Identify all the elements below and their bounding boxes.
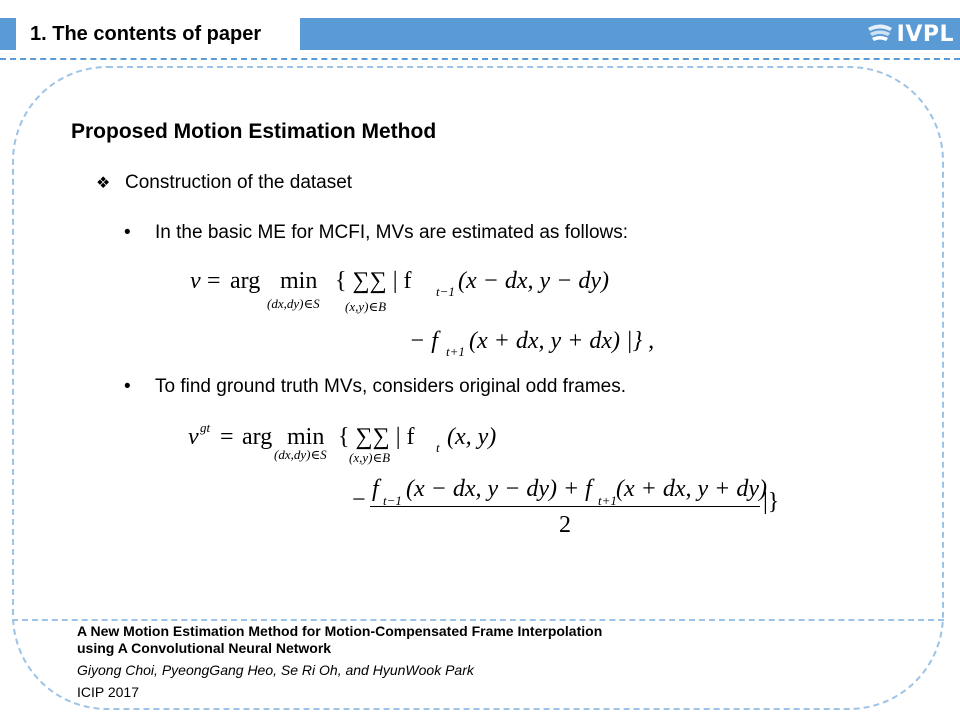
bullet-level1 <box>96 172 352 194</box>
eq2-fraction-bar <box>370 506 760 507</box>
bullet-level2-text: In the basic ME for MCFI, MVs are estimated as follows: <box>155 222 629 243</box>
eq1-line2-args: (x + dx, y + dx) |} , <box>469 328 655 354</box>
eq1-min-subscript: (dx,dy)∈S <box>267 296 320 311</box>
paper-title-line1: A New Motion Estimation Method for Motion-Compensated Frame Interpolation <box>77 623 603 639</box>
paper-title-line2: using A Convolutional Neural Network <box>77 640 332 656</box>
header-title-box <box>16 18 298 50</box>
eq2-close: |} <box>763 489 780 515</box>
eq2-arg: arg <box>242 424 273 450</box>
eq2-line1-args: (x, y) <box>447 424 497 450</box>
ivpl-logo <box>866 20 954 48</box>
section-title: Proposed Motion Estimation Method <box>71 120 437 143</box>
eq2-min: min <box>287 424 325 450</box>
diamond-bullet-icon: ❖ <box>96 175 111 192</box>
eq1-line1-args: (x − dx, y − dy) <box>458 268 609 294</box>
bullet-level2-item <box>124 222 628 244</box>
bullet-dot-icon: • <box>124 222 131 243</box>
slide-title: 1. The contents of paper <box>30 23 262 45</box>
header-divider <box>0 58 960 60</box>
eq1-f2-subscript: t+1 <box>446 344 465 359</box>
eq1-sum-open: { ∑∑ | f <box>335 268 412 294</box>
eq1-arg: arg <box>230 268 261 294</box>
footer-separator <box>12 619 944 621</box>
eq2-lhs: v <box>188 424 199 450</box>
eq2-f0-subscript: t <box>436 440 440 455</box>
eq2-num-b-subscript: t+1 <box>598 493 617 508</box>
paper-venue: ICIP 2017 <box>77 684 140 700</box>
bullet-level2-item <box>124 376 626 398</box>
eq2-num-a: f <box>372 476 379 502</box>
eq2-lhs-superscript: gt <box>200 420 211 435</box>
eq2-frac-minus: − <box>352 487 366 513</box>
eq2-sum-subscript: (x,y)∈B <box>349 450 391 465</box>
eq2-num-a-subscript: t−1 <box>383 493 402 508</box>
paper-authors: Giyong Choi, PyeongGang Heo, Se Ri Oh, and HyunWook Park <box>77 662 474 678</box>
eq2-min-subscript: (dx,dy)∈S <box>274 447 327 462</box>
eq2-num-a-args: (x − dx, y − dy) + f <box>406 476 592 502</box>
bullet-dot-icon: • <box>124 376 131 397</box>
eq1-line2-start: − f <box>409 328 438 354</box>
eq1-lhs: v <box>190 268 201 294</box>
eq2-sum-open: { ∑∑ | f <box>338 424 415 450</box>
logo-emblem-icon <box>866 22 894 46</box>
eq1-sum-subscript: (x,y)∈B <box>345 299 387 314</box>
bullet-level1-text: Construction of the dataset <box>125 172 353 193</box>
eq1-equals: = <box>207 268 221 294</box>
header-bar <box>300 18 960 50</box>
bullet-level2-text: To find ground truth MVs, considers original odd frames. <box>155 376 627 397</box>
header-accent-block <box>0 18 16 50</box>
eq1-min: min <box>280 268 318 294</box>
eq2-num-b-args: (x + dx, y + dy) <box>616 476 767 502</box>
eq1-f1-subscript: t−1 <box>436 284 455 299</box>
eq2-equals: = <box>220 424 234 450</box>
logo-text: IVPL <box>896 21 954 47</box>
eq2-denominator: 2 <box>559 512 571 538</box>
